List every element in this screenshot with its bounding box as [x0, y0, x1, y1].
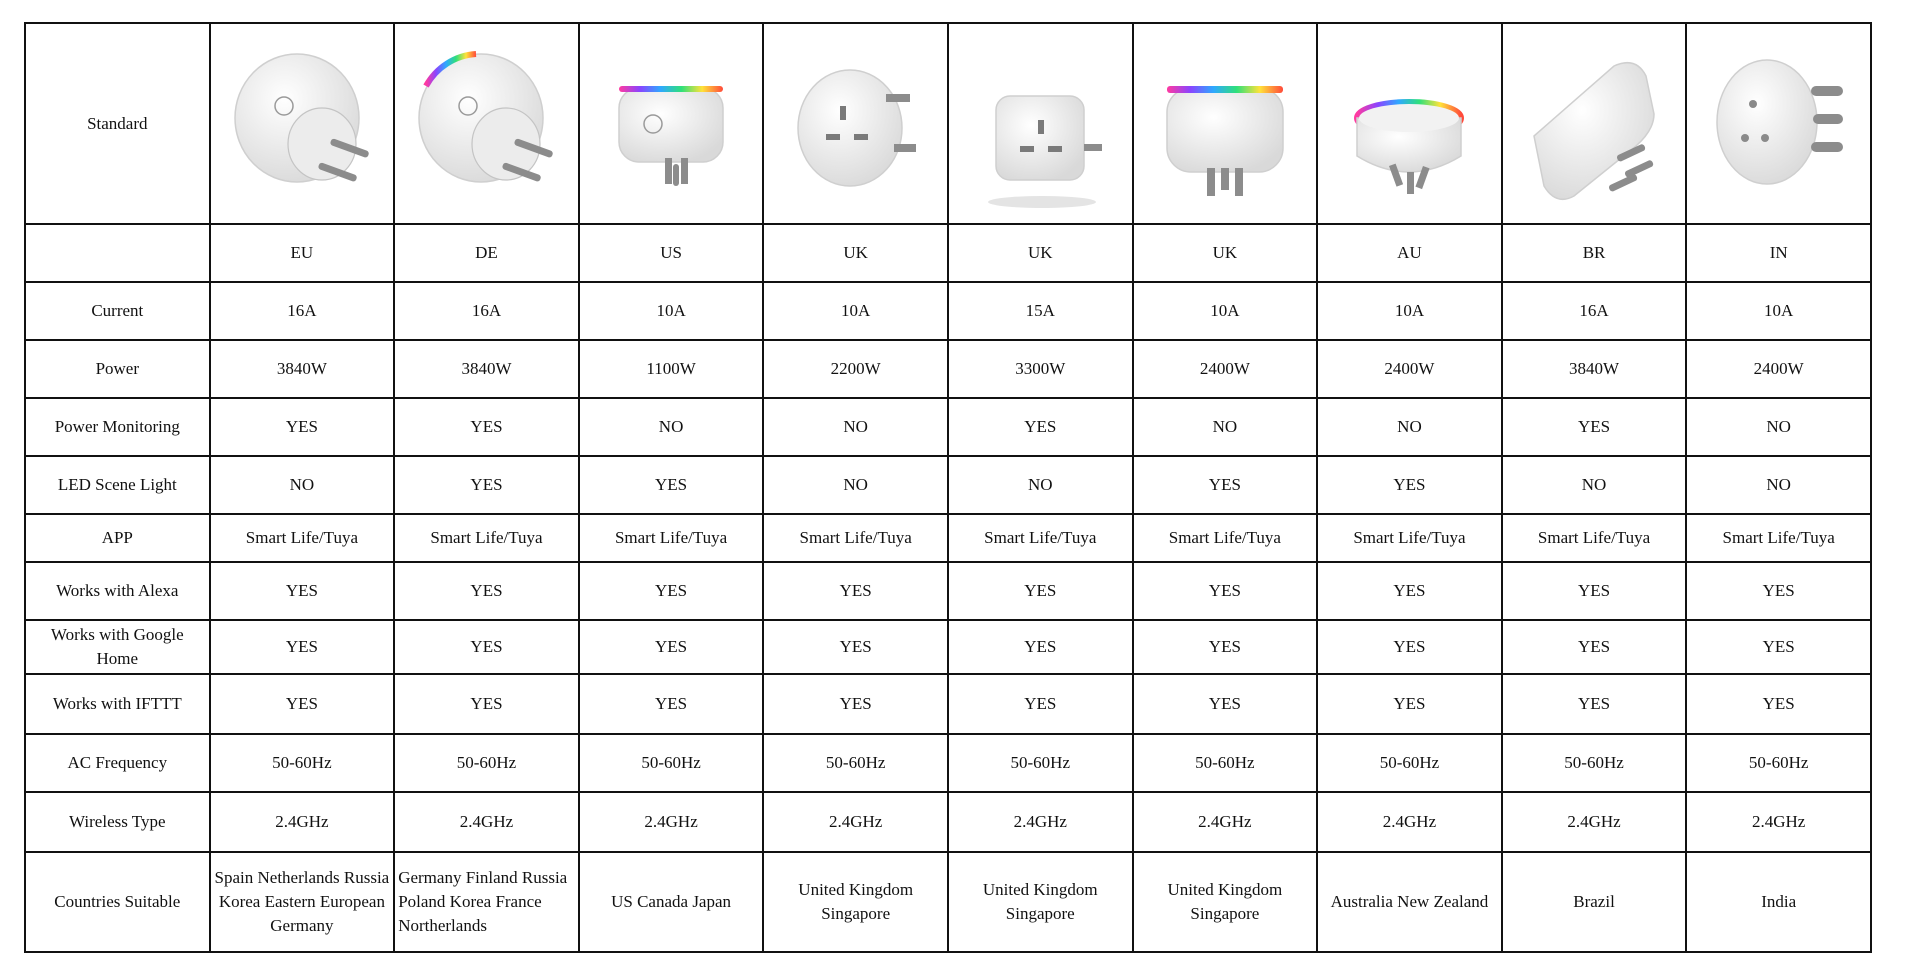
monitoring-cell: NO	[1686, 398, 1871, 456]
au-plug-icon	[1319, 26, 1499, 221]
ifttt-cell: YES	[1133, 674, 1318, 734]
google-cell: YES	[210, 620, 395, 674]
row-label: Works with Alexa	[25, 562, 210, 620]
plug-image-cell	[210, 23, 395, 224]
app-cell: Smart Life/Tuya	[1133, 514, 1318, 562]
wireless-cell: 2.4GHz	[948, 792, 1133, 852]
row-label: AC Frequency	[25, 734, 210, 792]
countries-cell: India	[1686, 852, 1871, 952]
ifttt-cell: YES	[763, 674, 948, 734]
spec-table-body	[25, 23, 1871, 952]
row-label: APP	[25, 514, 210, 562]
table-row	[25, 456, 1871, 514]
alexa-cell: YES	[948, 562, 1133, 620]
monitoring-cell: NO	[579, 398, 764, 456]
plug-image-cell	[394, 23, 579, 224]
frequency-cell: 50-60Hz	[579, 734, 764, 792]
power-cell: 3840W	[1502, 340, 1687, 398]
monitoring-cell: YES	[210, 398, 395, 456]
power-cell: 3300W	[948, 340, 1133, 398]
table-row	[25, 674, 1871, 734]
power-cell: 3840W	[210, 340, 395, 398]
frequency-cell: 50-60Hz	[763, 734, 948, 792]
uk-plug-icon	[766, 26, 946, 221]
table-row	[25, 282, 1871, 340]
uk-round-plug-icon	[1135, 26, 1315, 221]
spec-table	[24, 22, 1872, 953]
current-cell: 16A	[210, 282, 395, 340]
led-cell: NO	[948, 456, 1133, 514]
current-cell: 10A	[763, 282, 948, 340]
de-plug-icon	[396, 26, 576, 221]
app-cell: Smart Life/Tuya	[579, 514, 764, 562]
led-cell: YES	[579, 456, 764, 514]
frequency-cell: 50-60Hz	[1133, 734, 1318, 792]
app-cell: Smart Life/Tuya	[1317, 514, 1502, 562]
frequency-cell: 50-60Hz	[394, 734, 579, 792]
power-cell: 2400W	[1317, 340, 1502, 398]
plug-image-cell	[579, 23, 764, 224]
frequency-cell: 50-60Hz	[1317, 734, 1502, 792]
alexa-cell: YES	[579, 562, 764, 620]
wireless-cell: 2.4GHz	[579, 792, 764, 852]
current-cell: 15A	[948, 282, 1133, 340]
wireless-cell: 2.4GHz	[1502, 792, 1687, 852]
led-cell: NO	[1686, 456, 1871, 514]
ifttt-cell: YES	[948, 674, 1133, 734]
current-cell: 16A	[1502, 282, 1687, 340]
google-cell: YES	[1133, 620, 1318, 674]
app-cell: Smart Life/Tuya	[1686, 514, 1871, 562]
table-row	[25, 340, 1871, 398]
table-row	[25, 562, 1871, 620]
monitoring-cell: NO	[763, 398, 948, 456]
plug-image-cell	[948, 23, 1133, 224]
alexa-cell: YES	[394, 562, 579, 620]
alexa-cell: YES	[1686, 562, 1871, 620]
alexa-cell: YES	[210, 562, 395, 620]
power-cell: 2400W	[1133, 340, 1318, 398]
wireless-cell: 2.4GHz	[1133, 792, 1318, 852]
google-cell: YES	[763, 620, 948, 674]
countries-cell: Brazil	[1502, 852, 1687, 952]
app-cell: Smart Life/Tuya	[210, 514, 395, 562]
led-cell: YES	[1317, 456, 1502, 514]
table-row	[25, 792, 1871, 852]
countries-cell: United Kingdom Singapore	[1133, 852, 1318, 952]
alexa-cell: YES	[1502, 562, 1687, 620]
led-cell: NO	[1502, 456, 1687, 514]
monitoring-cell: NO	[1133, 398, 1318, 456]
app-cell: Smart Life/Tuya	[1502, 514, 1687, 562]
table-row	[25, 620, 1871, 674]
row-label: LED Scene Light	[25, 456, 210, 514]
google-cell: YES	[579, 620, 764, 674]
monitoring-cell: YES	[394, 398, 579, 456]
countries-cell: US Canada Japan	[579, 852, 764, 952]
google-cell: YES	[1502, 620, 1687, 674]
current-cell: 10A	[1686, 282, 1871, 340]
wireless-cell: 2.4GHz	[1317, 792, 1502, 852]
power-cell: 2200W	[763, 340, 948, 398]
standard-cell: US	[579, 224, 764, 282]
app-cell: Smart Life/Tuya	[394, 514, 579, 562]
monitoring-cell: YES	[948, 398, 1133, 456]
plug-image-cell	[1317, 23, 1502, 224]
standard-cell: UK	[1133, 224, 1318, 282]
app-cell: Smart Life/Tuya	[948, 514, 1133, 562]
row-label: Current	[25, 282, 210, 340]
power-cell: 1100W	[579, 340, 764, 398]
google-cell: YES	[948, 620, 1133, 674]
us-plug-icon	[581, 26, 761, 221]
app-cell: Smart Life/Tuya	[763, 514, 948, 562]
table-row	[25, 224, 1871, 282]
ifttt-cell: YES	[579, 674, 764, 734]
countries-cell: Australia New Zealand	[1317, 852, 1502, 952]
plug-image-cell	[763, 23, 948, 224]
uk-square-plug-icon	[950, 26, 1130, 221]
standard-cell: UK	[763, 224, 948, 282]
power-cell: 2400W	[1686, 340, 1871, 398]
table-row	[25, 852, 1871, 952]
current-cell: 10A	[579, 282, 764, 340]
eu-plug-icon	[212, 26, 392, 221]
alexa-cell: YES	[763, 562, 948, 620]
frequency-cell: 50-60Hz	[1502, 734, 1687, 792]
ifttt-cell: YES	[1317, 674, 1502, 734]
row-label: Works with Google Home	[25, 620, 210, 674]
led-cell: YES	[394, 456, 579, 514]
plug-image-cell	[1133, 23, 1318, 224]
standard-cell: AU	[1317, 224, 1502, 282]
countries-cell: United Kingdom Singapore	[763, 852, 948, 952]
standard-cell: UK	[948, 224, 1133, 282]
led-cell: YES	[1133, 456, 1318, 514]
monitoring-cell: YES	[1502, 398, 1687, 456]
plug-image-cell	[1686, 23, 1871, 224]
current-cell: 10A	[1133, 282, 1318, 340]
alexa-cell: YES	[1317, 562, 1502, 620]
in-plug-icon	[1689, 26, 1869, 221]
ifttt-cell: YES	[394, 674, 579, 734]
frequency-cell: 50-60Hz	[948, 734, 1133, 792]
image-row	[25, 23, 1871, 224]
wireless-cell: 2.4GHz	[1686, 792, 1871, 852]
frequency-cell: 50-60Hz	[210, 734, 395, 792]
monitoring-cell: NO	[1317, 398, 1502, 456]
row-label: Works with IFTTT	[25, 674, 210, 734]
plug-image-cell	[1502, 23, 1687, 224]
led-cell: NO	[763, 456, 948, 514]
alexa-cell: YES	[1133, 562, 1318, 620]
ifttt-cell: YES	[1502, 674, 1687, 734]
standard-header: Standard	[25, 23, 210, 224]
google-cell: YES	[1686, 620, 1871, 674]
standard-cell: BR	[1502, 224, 1687, 282]
wireless-cell: 2.4GHz	[210, 792, 395, 852]
table-row	[25, 398, 1871, 456]
countries-cell: United Kingdom Singapore	[948, 852, 1133, 952]
br-plug-icon	[1504, 26, 1684, 221]
led-cell: NO	[210, 456, 395, 514]
row-label: Wireless Type	[25, 792, 210, 852]
ifttt-cell: YES	[210, 674, 395, 734]
row-label: Power	[25, 340, 210, 398]
wireless-cell: 2.4GHz	[394, 792, 579, 852]
standard-cell: IN	[1686, 224, 1871, 282]
table-row	[25, 514, 1871, 562]
standard-cell: DE	[394, 224, 579, 282]
standard-cell: EU	[210, 224, 395, 282]
wireless-cell: 2.4GHz	[763, 792, 948, 852]
frequency-cell: 50-60Hz	[1686, 734, 1871, 792]
power-cell: 3840W	[394, 340, 579, 398]
row-label	[25, 224, 210, 282]
countries-cell: Germany Finland Russia Poland Korea France Northerlands	[394, 852, 579, 952]
row-label: Power Monitoring	[25, 398, 210, 456]
current-cell: 16A	[394, 282, 579, 340]
current-cell: 10A	[1317, 282, 1502, 340]
countries-cell: Spain Netherlands Russia Korea Eastern European Germany	[210, 852, 395, 952]
google-cell: YES	[1317, 620, 1502, 674]
row-label: Countries Suitable	[25, 852, 210, 952]
ifttt-cell: YES	[1686, 674, 1871, 734]
google-cell: YES	[394, 620, 579, 674]
table-row	[25, 734, 1871, 792]
